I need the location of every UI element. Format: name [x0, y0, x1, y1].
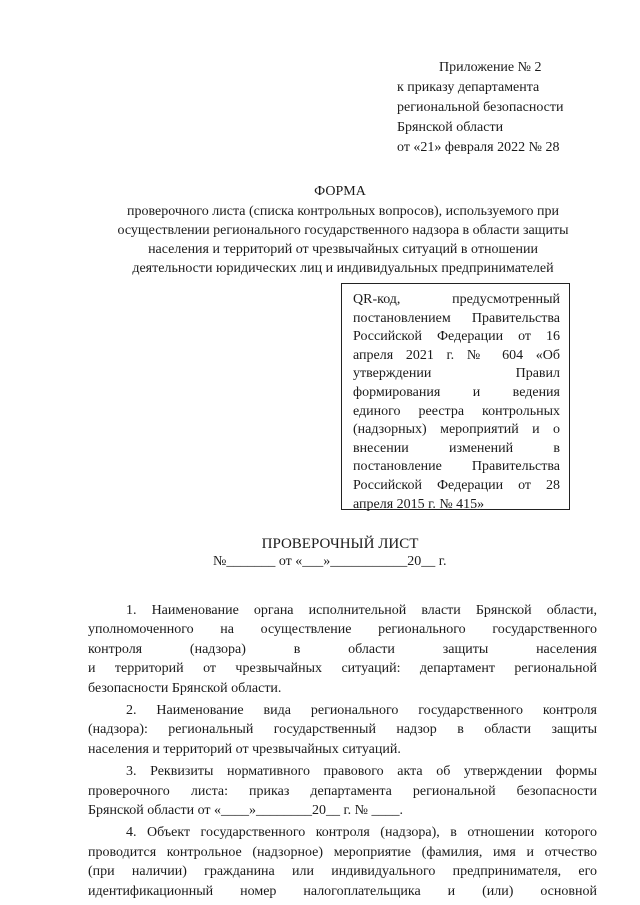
- qr-box-line: единого реестра контрольных: [353, 403, 560, 419]
- paragraph-line: Брянской области от «____»________20__ г. № ____.: [88, 803, 404, 819]
- subtitle-line: населения и территорий от чрезвычайных ситуаций в отношении: [148, 242, 538, 257]
- form-subtitle: [98, 202, 588, 278]
- qr-box-line: постановление Правительства: [353, 459, 560, 475]
- appendix-header: [397, 58, 627, 158]
- subtitle-line: проверочного листа (списка контрольных вопросов), используемого при: [126, 204, 560, 219]
- paragraph-line: уполномоченного на осуществление регионального государственного: [88, 622, 597, 638]
- paragraph-line: 3. Реквизиты нормативного правового акта об утверждении формы: [126, 764, 597, 780]
- paragraph-line: контроля (надзора) в области защиты населения: [88, 641, 597, 657]
- paragraph-line: (при наличии) гражданина или индивидуального предпринимателя, его: [88, 864, 597, 880]
- qr-box-line: апреля 2021 г. № 604 «Об: [353, 347, 560, 363]
- appendix-line: Приложение № 2: [439, 60, 542, 75]
- paragraph-line: населения и территорий от чрезвычайных ситуаций.: [88, 741, 401, 757]
- appendix-line: от «21» февраля 2022 № 28: [397, 140, 560, 155]
- appendix-line: к приказу департамента: [397, 80, 540, 95]
- subtitle-line: осуществлении регионального государственного надзора в области защиты: [117, 223, 569, 238]
- checklist-title: ПРОВЕРОЧНЫЙ ЛИСТ: [261, 536, 419, 552]
- qr-code-box: [341, 283, 570, 510]
- paragraph-line: (надзора): региональный государственный надзор в области защиты: [88, 722, 597, 738]
- qr-box-line: формирования и ведения: [353, 384, 560, 400]
- paragraph-4: [88, 823, 597, 901]
- form-title: ФОРМА: [314, 184, 366, 199]
- qr-box-line: внесении изменений в: [353, 440, 560, 456]
- paragraph-line: идентификационный номер налогоплательщика и (или) основной: [88, 883, 597, 899]
- qr-box-line: постановлением Правительства: [353, 310, 560, 326]
- paragraph-line: проверочного листа: приказ департамента региональной безопасности: [88, 783, 597, 799]
- paragraph-line: и территорий от чрезвычайных ситуаций: департамент региональной: [88, 661, 597, 677]
- qr-box-line: QR-код, предусмотренный: [353, 292, 560, 307]
- paragraph-3: [88, 762, 597, 820]
- document-body: [88, 601, 597, 904]
- appendix-line: региональной безопасности: [397, 100, 564, 115]
- subtitle-line: деятельности юридических лиц и индивидуальных предпринимателей: [132, 261, 554, 276]
- checklist-number-line: №_______ от «___»___________20__ г.: [213, 554, 447, 569]
- paragraph-line: проводится контрольное (надзорное) мероприятие (фамилия, имя и отчество: [88, 844, 597, 860]
- qr-box-line: утверждении Правил: [353, 366, 560, 382]
- paragraph-2: [88, 701, 597, 759]
- qr-box-line: апреля 2015 г. № 415»: [353, 496, 485, 512]
- paragraph-line: 1. Наименование органа исполнительной власти Брянской области,: [126, 603, 597, 618]
- paragraph-line: 4. Объект государственного контроля (надзора), в отношении которого: [126, 825, 597, 841]
- appendix-line: Брянской области: [397, 120, 504, 135]
- paragraph-line: 2. Наименование вида регионального государственного контроля: [126, 703, 597, 719]
- paragraph-line: безопасности Брянской области.: [88, 680, 282, 696]
- paragraph-1: [88, 601, 597, 698]
- qr-box-line: (надзорных) мероприятий и о: [353, 422, 560, 438]
- qr-box-line: Российской Федерации от 16: [353, 329, 560, 345]
- qr-box-line: Российской Федерации от 28: [353, 477, 560, 493]
